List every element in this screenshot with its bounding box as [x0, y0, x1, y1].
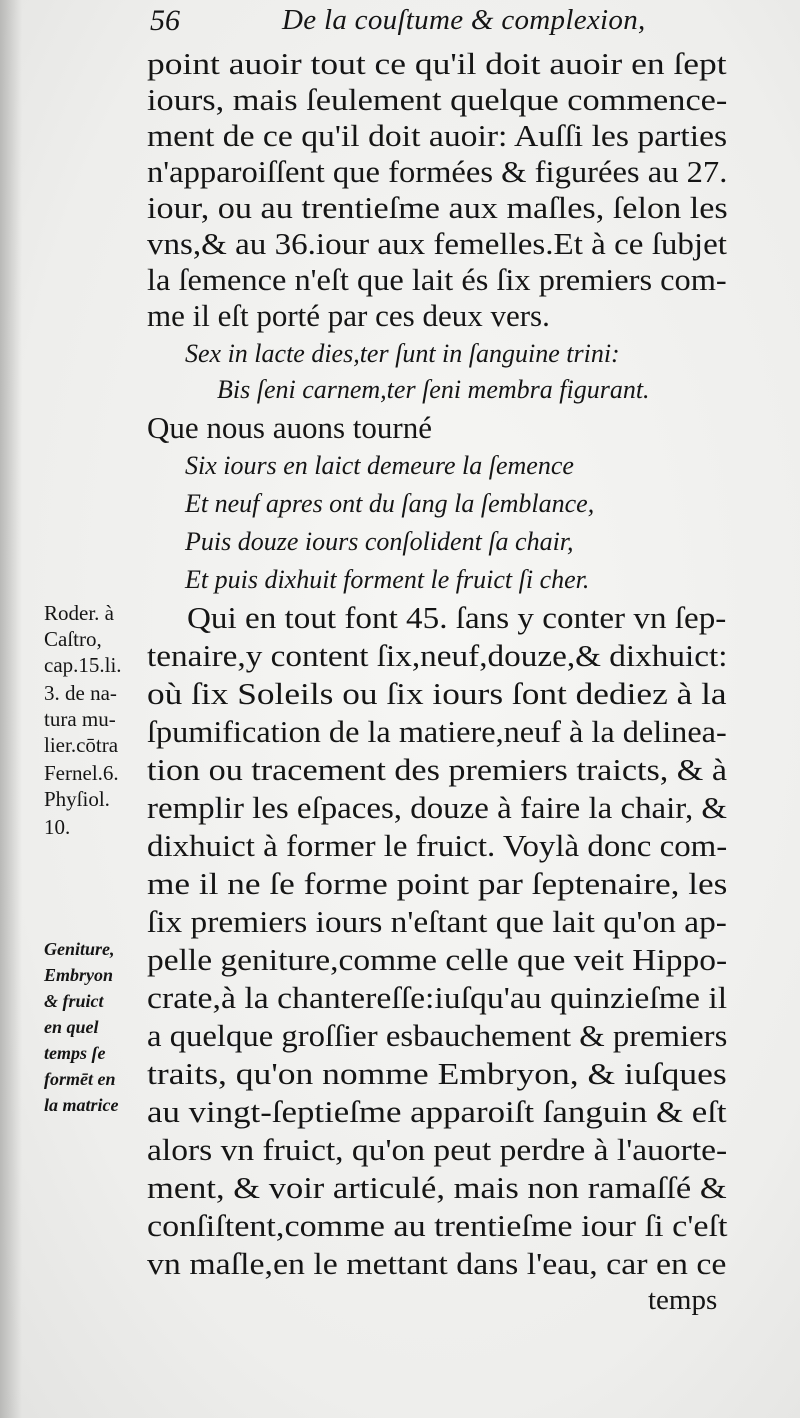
text-line: Que nous auons tourné	[147, 410, 432, 445]
running-head: De la couſtume & complexion,	[282, 4, 646, 36]
verse-line: Et neuf apres ont du ſang la ſemblance,	[185, 489, 595, 518]
margin-note-line: formēt en	[44, 1069, 116, 1089]
text-line: iour, ou au trentieſme aux maſles, ſelon les	[147, 190, 728, 225]
margin-note-line: Embryon	[44, 965, 114, 985]
gutter-shadow	[0, 0, 22, 1418]
page-number: 56	[150, 4, 180, 37]
text-line: tion ou tracement des premiers traicts, & à	[147, 752, 728, 787]
margin-note-line: en quel	[44, 1017, 99, 1037]
margin-note-line: 3. de na-	[44, 681, 117, 705]
text-line: dixhuict à former le fruict. Voylà donc com-	[147, 828, 728, 863]
text-line: crate,à la chantereſſe:iuſqu'au quinzieſme il	[147, 980, 728, 1015]
text-line: me il ne ſe forme point par ſeptenaire, les	[147, 866, 728, 901]
text-line: me il eſt porté par ces deux vers.	[147, 298, 550, 333]
text-line: point auoir tout ce qu'il doit auoir en ſept	[147, 46, 727, 81]
verse-line: Puis douze iours conſolident ſa chair,	[185, 527, 574, 556]
page-header	[150, 4, 730, 44]
text-line: a quelque groſſier esbauchement & premiers	[147, 1018, 728, 1053]
verse-line: Bis ſeni carnem,ter ſeni membra figurant.	[217, 375, 650, 404]
text-line: ment, & voir articulé, mais non ramaſſé &	[147, 1170, 727, 1205]
text-line: au vingt-ſeptieſme apparoiſt ſanguin & eſt	[147, 1094, 727, 1129]
text-line: alors vn fruict, qu'on peut perdre à l'auorte-	[147, 1132, 728, 1167]
text-line: ment de ce qu'il doit auoir: Auſſi les parties	[147, 118, 728, 153]
text-line: où ſix Soleils ou ſix iours ſont dediez à la	[147, 676, 727, 711]
margin-note-line: temps ſe	[44, 1043, 106, 1063]
catchword: temps	[648, 1284, 718, 1316]
text-line: conſiſtent,comme au trentieſme iour ſi c'eſt	[147, 1208, 728, 1243]
text-line: ſpumification de la matiere,neuf à la delinea-	[147, 714, 727, 749]
text-line: traits, qu'on nomme Embryon, & iuſques	[147, 1056, 727, 1091]
text-line: iours, mais ſeulement quelque commence-	[147, 82, 728, 117]
text-line: vn maſle,en le mettant dans l'eau, car en ce	[147, 1246, 727, 1281]
verse-line: Six iours en laict demeure la ſemence	[185, 451, 574, 480]
text-line: Qui en tout font 45. ſans y conter vn ſep-	[187, 600, 727, 635]
text-line: n'apparoiſſent que formées & figurées au 27.	[147, 154, 728, 189]
margin-note-line: Roder. à	[44, 601, 114, 625]
margin-note-line: lier.cōtra	[44, 733, 119, 757]
margin-note-line: Phyſiol.	[44, 787, 110, 811]
margin-note-line: 10.	[44, 815, 71, 839]
text-line: pelle geniture,comme celle que veit Hippo-	[147, 942, 728, 977]
margin-note-line: Geniture,	[44, 939, 115, 959]
margin-note-line: tura mu-	[44, 707, 116, 731]
verse-line: Et puis dixhuit forment le fruict ſi cher.	[185, 565, 590, 594]
verse-line: Sex in lacte dies,ter ſunt in ſanguine trini:	[185, 339, 620, 368]
text-line: vns,& au 36.iour aux femelles.Et à ce ſubjet	[147, 226, 727, 261]
margin-note-line: la matrice	[44, 1095, 119, 1115]
text-line: la ſemence n'eſt que lait és ſix premiers com-	[147, 262, 727, 297]
margin-note-line: & fruict	[44, 991, 104, 1011]
margin-note-line: Fernel.6.	[44, 761, 119, 785]
text-line: remplir les eſpaces, douze à faire la chair, &	[147, 790, 728, 825]
text-line: tenaire,y content ſix,neuf,douze,& dixhuict:	[147, 638, 728, 673]
text-line: ſix premiers iours n'eſtant que lait qu'on ap-	[147, 904, 727, 939]
margin-note-line: Caſtro,	[44, 627, 102, 651]
margin-note-line: cap.15.li.	[44, 653, 122, 677]
